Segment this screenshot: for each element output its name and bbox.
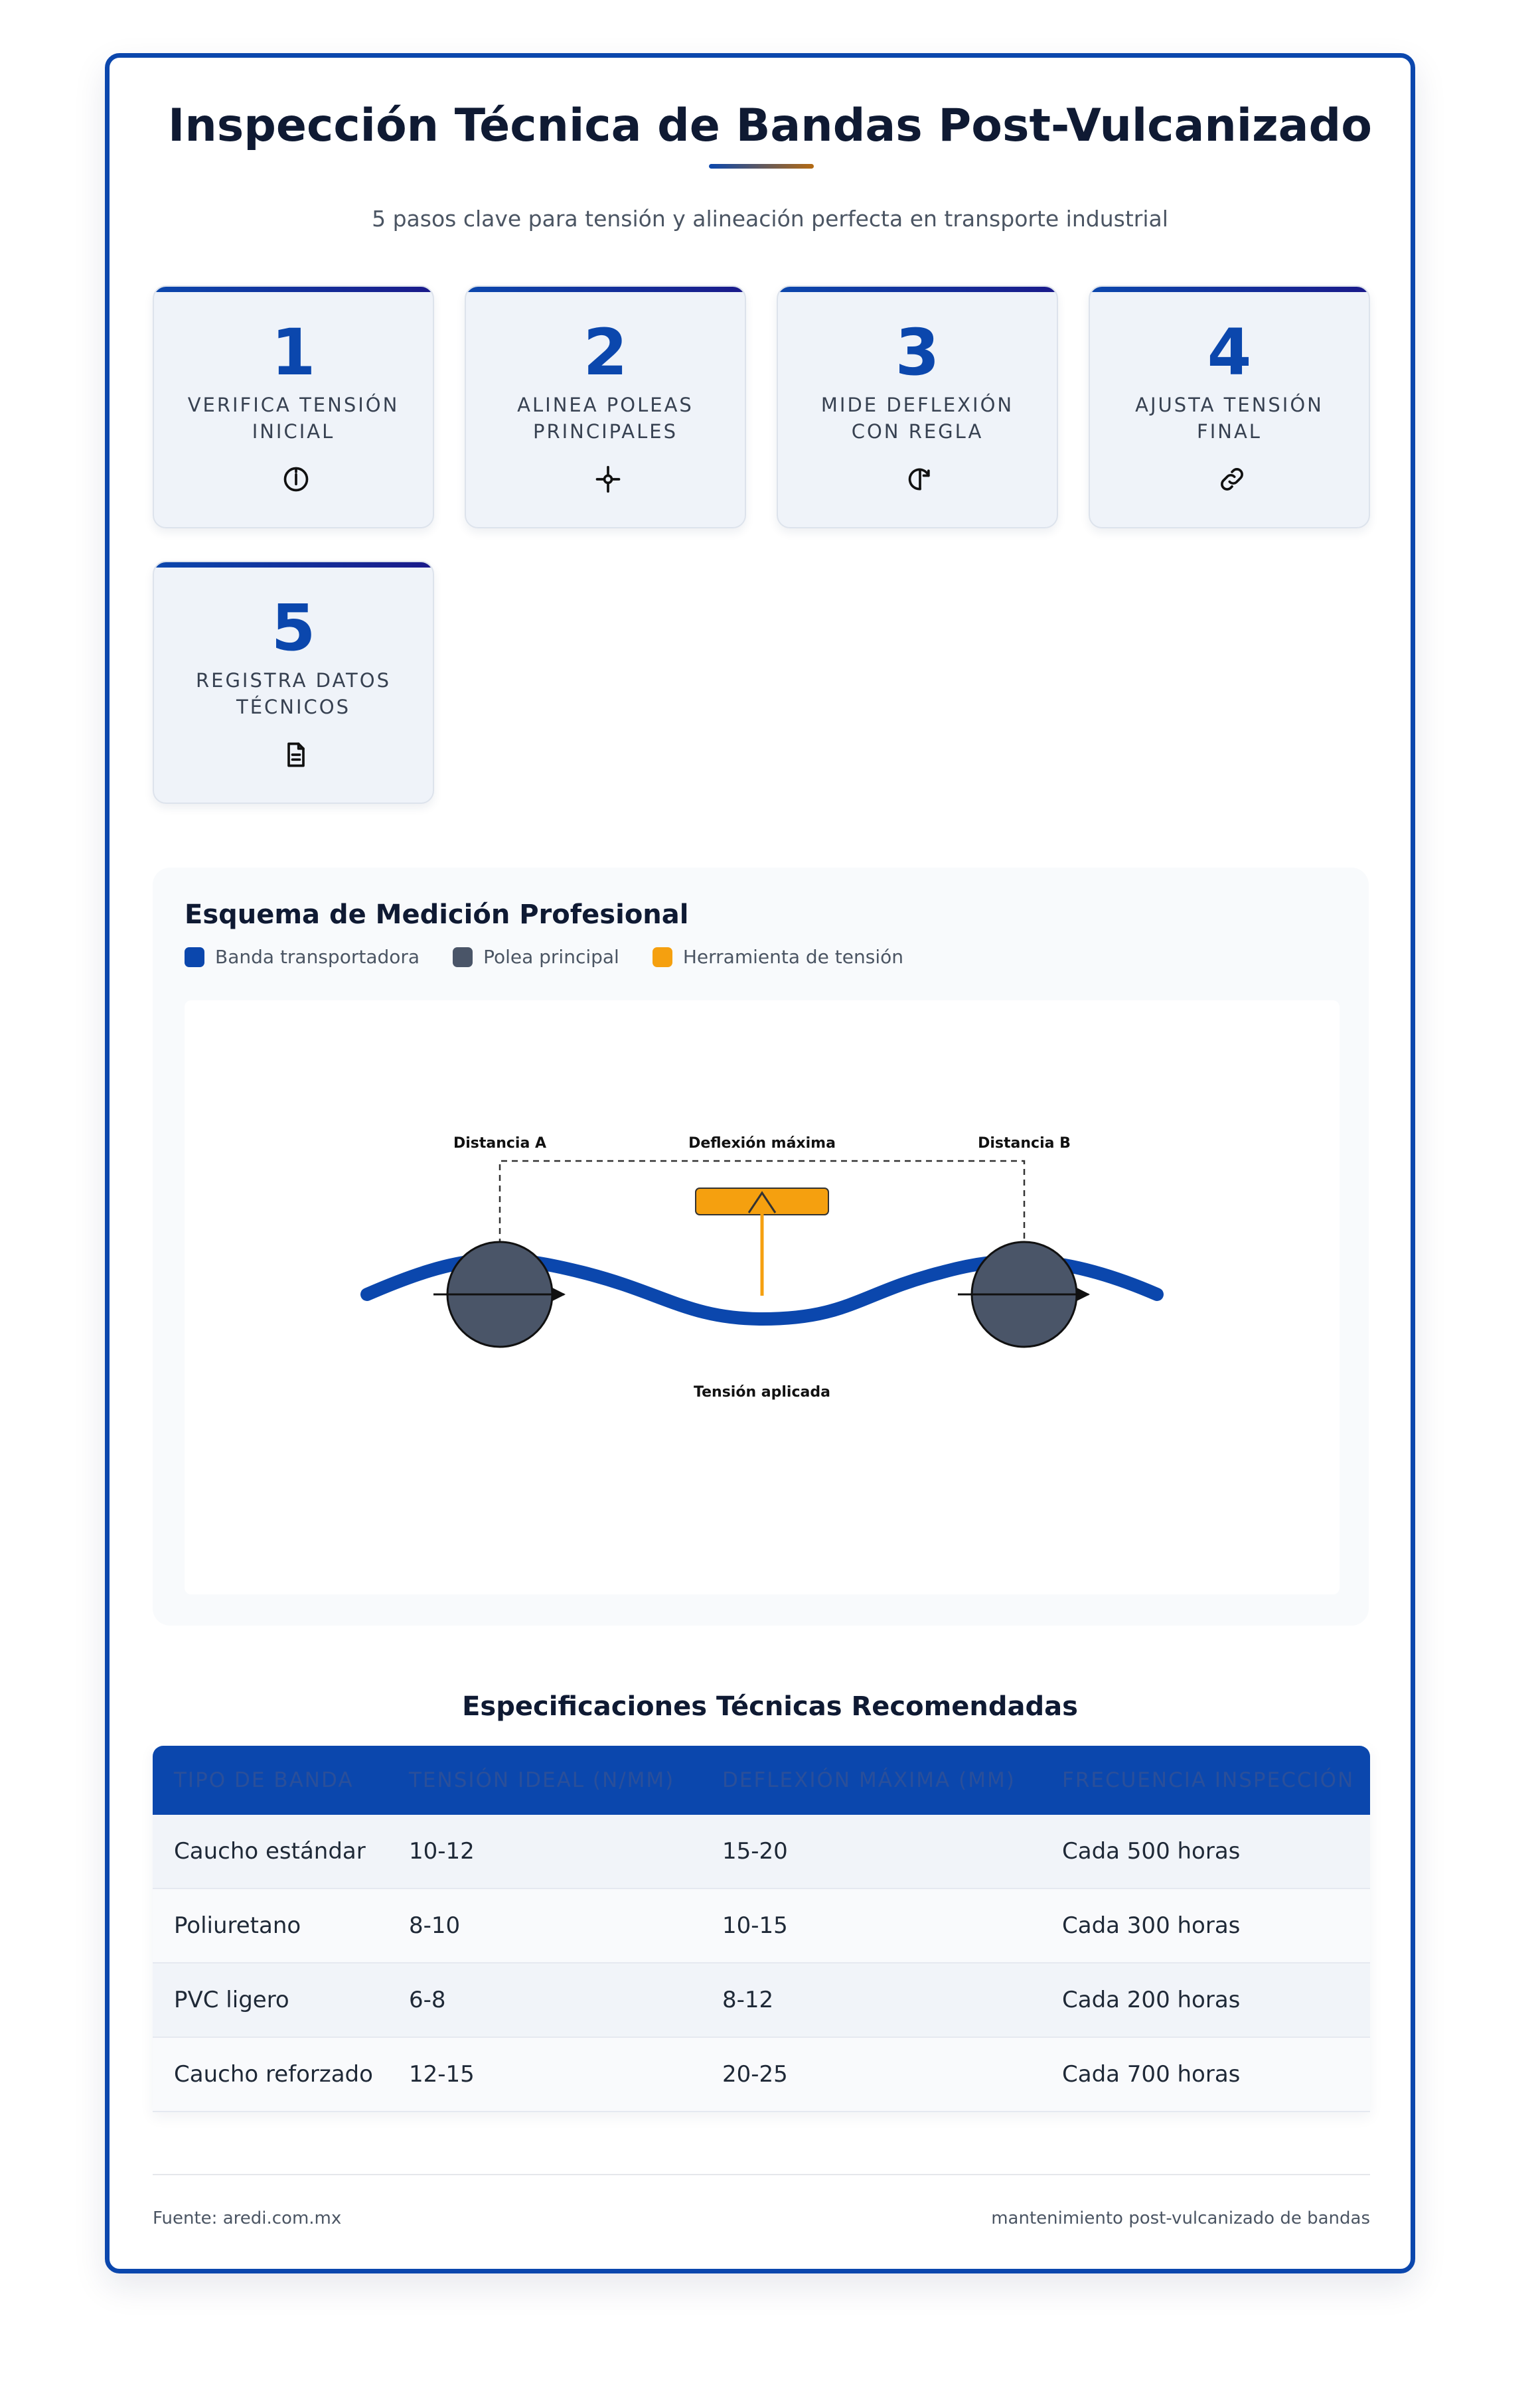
label-max-deflection: Deflexión máxima: [688, 1135, 836, 1152]
column-header: TENSIÓN IDEAL (N/MM): [388, 1746, 701, 1815]
step-label: MIDE DEFLEXIÓN CON REGLA: [820, 394, 1014, 443]
step-label: ALINEA POLEAS PRINCIPALES: [517, 394, 694, 443]
legend-label: Herramienta de tensión: [682, 946, 903, 968]
table-cell: 12-15: [388, 2037, 701, 2112]
legend-label: Banda transportadora: [215, 946, 420, 968]
gauge-icon: [281, 465, 311, 494]
step-card-1: [153, 285, 434, 528]
table-cell: Caucho reforzado: [153, 2037, 388, 2112]
footer-topic: mantenimiento post-vulcanizado de bandas: [991, 2208, 1370, 2228]
step-label: AJUSTA TENSIÓN FINAL: [1135, 394, 1324, 443]
table-row: [153, 1888, 1370, 1963]
step-number: 1: [271, 315, 316, 390]
specs-title: Especificaciones Técnicas Recomendadas: [462, 1691, 1078, 1722]
table-row: [153, 2037, 1370, 2112]
page-title: Inspección Técnica de Bandas Post-Vulcanizado: [168, 100, 1372, 152]
link-icon: [1217, 465, 1247, 494]
step-number: 5: [271, 591, 316, 665]
belt-tension-diagram: [185, 1000, 1340, 1594]
column-header: FRECUENCIA INSPECCIÓN: [1041, 1746, 1370, 1815]
step-number: 3: [895, 315, 940, 390]
crosshair-icon: [593, 465, 623, 494]
measurement-diagram-panel: [153, 868, 1369, 1626]
diagram-legend: [185, 946, 903, 968]
table-cell: 8-12: [701, 1963, 1041, 2037]
footer-divider: [153, 2174, 1370, 2175]
document-icon: [281, 740, 311, 769]
legend-swatch: [453, 947, 473, 967]
table-cell: 6-8: [388, 1963, 701, 2037]
table-cell: Cada 200 horas: [1041, 1963, 1370, 2037]
title-underline: [709, 164, 814, 169]
table-cell: 10-15: [701, 1888, 1041, 1963]
legend-item-belt: [185, 946, 420, 968]
table-header-row: [153, 1746, 1370, 1815]
rotate-icon: [905, 465, 935, 494]
table-cell: Cada 300 horas: [1041, 1888, 1370, 1963]
table-cell: Cada 700 horas: [1041, 2037, 1370, 2112]
step-card-5: [153, 561, 434, 804]
step-label: REGISTRA DATOS TÉCNICOS: [195, 669, 391, 718]
table-cell: 20-25: [701, 2037, 1041, 2112]
diagram-canvas: [185, 1000, 1340, 1594]
table-row: [153, 1815, 1370, 1888]
column-header: TIPO DE BANDA: [153, 1746, 388, 1815]
table-cell: Poliuretano: [153, 1888, 388, 1963]
column-header: DEFLEXIÓN MÁXIMA (MM): [701, 1746, 1041, 1815]
legend-swatch: [653, 947, 672, 967]
step-card-4: [1089, 285, 1370, 528]
label-distance-a: Distancia A: [453, 1135, 547, 1152]
step-label: VERIFICA TENSIÓN INICIAL: [187, 394, 400, 443]
footer-source: Fuente: aredi.com.mx: [153, 2208, 342, 2228]
table-cell: PVC ligero: [153, 1963, 388, 2037]
step-number: 2: [583, 315, 628, 390]
diagram-title: Esquema de Medición Profesional: [185, 899, 689, 930]
legend-swatch: [185, 947, 204, 967]
table-row: [153, 1963, 1370, 2037]
step-card-2: [465, 285, 746, 528]
table-cell: Caucho estándar: [153, 1815, 388, 1888]
table-cell: Cada 500 horas: [1041, 1815, 1370, 1888]
page-subtitle: 5 pasos clave para tensión y alineación perfecta en transporte industrial: [372, 206, 1168, 232]
label-tension: Tensión aplicada: [694, 1384, 830, 1401]
label-distance-b: Distancia B: [978, 1135, 1071, 1152]
legend-item-tool: [653, 946, 903, 968]
step-card-3: [777, 285, 1058, 528]
table-cell: 15-20: [701, 1815, 1041, 1888]
table-cell: 10-12: [388, 1815, 701, 1888]
specs-table: [153, 1746, 1370, 2112]
step-number: 4: [1207, 315, 1252, 390]
table-cell: 8-10: [388, 1888, 701, 1963]
legend-item-pulley: [453, 946, 619, 968]
legend-label: Polea principal: [483, 946, 619, 968]
